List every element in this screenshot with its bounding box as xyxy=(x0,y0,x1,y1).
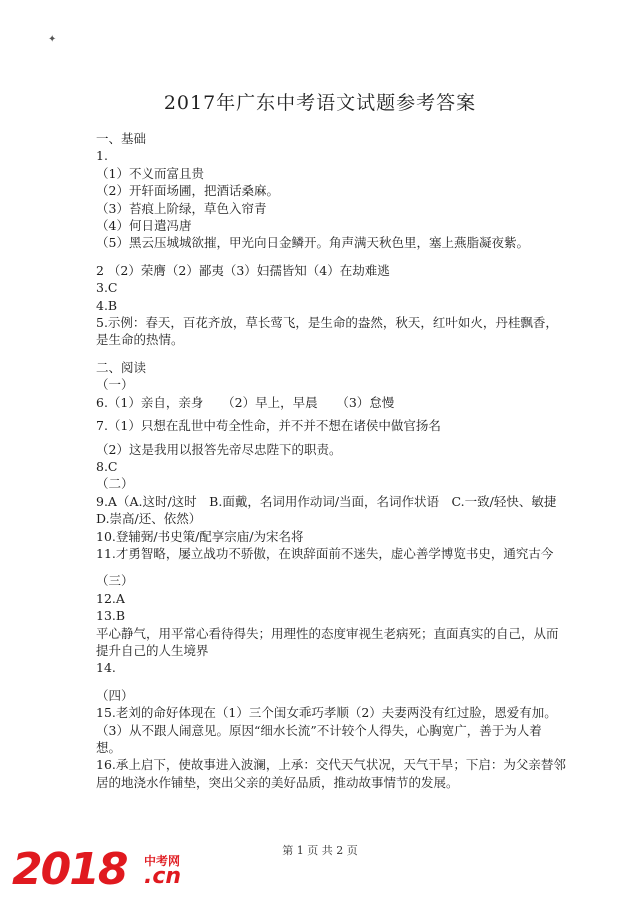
scan-speck: ✦ xyxy=(48,34,57,45)
answer-body xyxy=(96,130,569,791)
question-3: 3.C xyxy=(96,280,118,296)
question-16: 16.承上启下，使故事进入波澜，上承：交代天气状况，天气干旱；下启：为父亲替邻居的地浇水作铺垫，突出父亲的美好品质，推动故事情节的发展。 xyxy=(96,757,566,790)
part-1-heading: （一） xyxy=(96,377,134,393)
question-8: 8.C xyxy=(96,458,118,474)
question-7-1: 7.（1）只想在乱世中苟全性命，并不并不想在诸侯中做官扬名 xyxy=(96,418,441,434)
question-4: 4.B xyxy=(96,297,118,313)
part-4-heading: （四） xyxy=(96,687,134,703)
question-7-2: （2）这是我用以报答先帝尽忠陛下的职责。 xyxy=(96,441,342,457)
q1-item-2: （2）开轩面场圃，把酒话桑麻。 xyxy=(96,183,279,199)
question-13: 13.B xyxy=(96,608,126,624)
logo-year: 2018 xyxy=(12,844,127,895)
logo-domain: .cn xyxy=(144,864,182,889)
question-6: 6.（1）亲自，亲身 （2）早上，早晨 （3）怠慢 xyxy=(96,394,395,410)
section-heading-basics: 一、基础 xyxy=(96,131,147,146)
part-2-heading: （二） xyxy=(96,476,134,492)
question-14: 14. xyxy=(96,660,116,676)
q1-item-1: （1）不义而富且贵 xyxy=(96,165,204,181)
logo-site-name: 中考网 xyxy=(144,854,181,868)
question-12: 12.A xyxy=(96,590,125,606)
page-title: 2017年广东中考语文试题参考答案 xyxy=(163,92,477,114)
question-9: 9.A（A.这时/这时 B.面戴，名词用作动词/当面，名词作状语 C.一致/轻快、敏捷 D.崇高/还、依然） xyxy=(96,493,569,527)
site-logo[interactable] xyxy=(12,846,212,894)
question-15: 15.老刘的命好体现在（1）三个闺女乖巧孝顺（2）夫妻两没有红过脸，恩爱有加。（3）从不跟人闹意见。原因“细水长流”不计较个人得失，心胸宽广，善于为人着想。 xyxy=(96,705,557,755)
question-11: 11.才勇智略，屡立战功不骄傲，在谀辞面前不迷失，虚心善学博览书史，通究古今 xyxy=(96,545,554,561)
q1-item-4: （4）何日遣冯唐 xyxy=(96,218,192,234)
question-1-label: 1. xyxy=(96,148,108,164)
section-heading-reading: 二、阅读 xyxy=(96,359,147,375)
part-3-heading: （三） xyxy=(96,573,134,589)
question-2: 2 （2）荣膺（2）鄙夷（3）妇孺皆知（4）在劫难逃 xyxy=(96,262,390,278)
question-5: 5.示例：春天，百花齐放，草长莺飞，是生命的盎然，秋天，红叶如火，丹桂飘香，是生命的热情。 xyxy=(96,315,558,348)
q1-item-3: （3）苔痕上阶绿，草色入帘青 xyxy=(96,200,267,216)
question-13-text: 平心静气，用平常心看待得失；用理性的态度审视生老病死；直面真实的自己，从而提升自己的人生境界 xyxy=(96,625,559,658)
question-10: 10.登辅弼/书史策/配享宗庙/为宋名将 xyxy=(96,528,304,544)
q1-item-5: （5）黑云压城城欲摧，甲光向日金鳞开。角声满天秋色里，塞上燕脂凝夜紫。 xyxy=(96,235,529,251)
page-footer: 第 1 页 共 2 页 xyxy=(282,844,358,857)
